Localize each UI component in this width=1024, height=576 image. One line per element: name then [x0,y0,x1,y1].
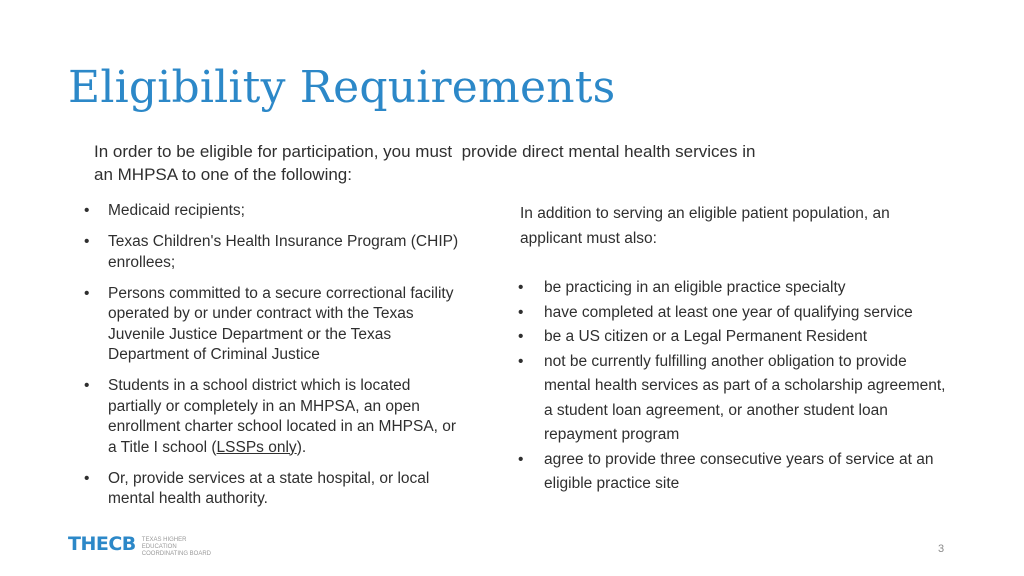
page-number: 3 [938,543,945,555]
list-item: • have completed at least one year of qualifying service [518,301,948,326]
list-item: • not be currently fulfilling another obligation to provide mental health services as part of a scholarship agreement, a student loan agreement, or another student loan repayment program [518,350,948,448]
list-item: • be practicing in an eligible practice specialty [518,276,948,301]
intro-text [94,140,894,186]
intro-line-2: an MHPSA to one of the following: [94,165,352,184]
slide-title: Eligibility Requirements [68,62,616,113]
list-item: • agree to provide three consecutive years of service at an eligible practice site [518,448,948,497]
list-item: • Or, provide services at a state hospital, or local mental health authority. [84,469,464,510]
lssps-only-link[interactable]: LSSPs only [216,438,297,456]
list-item-text: Students in a school district which is located partially or completely in an MHPSA, an open enrollment charter school located in an MHPSA, or a Title I school ( [108,377,457,456]
eligible-population-list [84,201,464,520]
logo-subtext: TEXAS HIGHER EDUCATION COORDINATING BOARD [141,536,212,557]
list-item: • Persons committed to a secure correctional facility operated by or under contract with the Texas Juvenile Justice Department or the Texas Department of Criminal Justice [84,284,464,366]
intro-line-1: In order to be eligible for participation, you must provide direct mental health services in [94,142,756,161]
list-item: • be a US citizen or a Legal Permanent Resident [518,325,948,350]
list-item: • Medicaid recipients; [84,201,464,222]
additional-requirements-list [518,276,948,497]
additional-requirements-intro: In addition to serving an eligible patient population, an applicant must also: [520,205,890,247]
logo-mark: THECB [68,533,136,555]
list-item: • Texas Children's Health Insurance Program (CHIP) enrollees; [84,232,464,273]
thecb-logo [68,533,214,555]
list-item [84,376,464,458]
list-item-text: ). [296,438,307,456]
